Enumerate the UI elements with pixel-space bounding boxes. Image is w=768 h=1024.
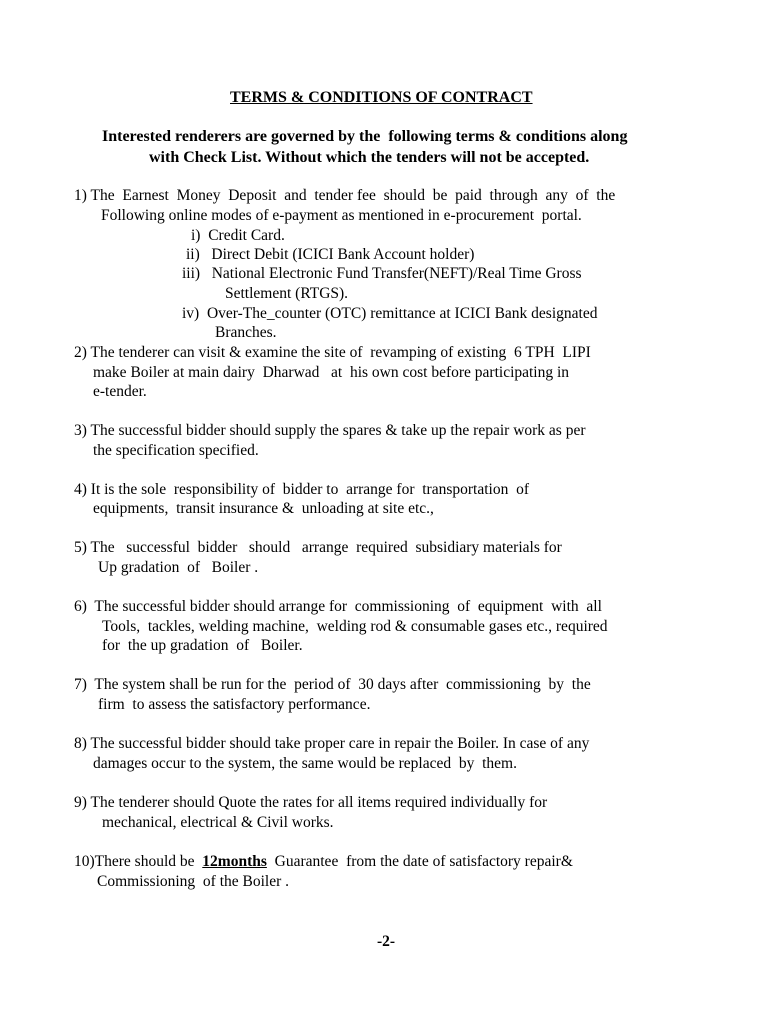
intro-line-1: Interested renderers are governed by the following terms & conditions along (102, 128, 628, 145)
clause-7-line-2: firm to assess the satisfactory performance. (98, 696, 371, 713)
clause-6-line-1: 6) The successful bidder should arrange for commissioning of equipment with all (74, 598, 602, 615)
document-title: TERMS & CONDITIONS OF CONTRACT (230, 89, 533, 106)
clause-4-line-1: 4) It is the sole responsibility of bidder to arrange for transportation of (74, 481, 529, 498)
payment-option-4: iv) Over-The_counter (OTC) remittance at ICICI Bank designated (182, 305, 598, 322)
page-number: -2- (377, 933, 396, 950)
clause-8-line-1: 8) The successful bidder should take proper care in repair the Boiler. In case of any (74, 735, 590, 752)
payment-option-3: iii) National Electronic Fund Transfer(NEFT)/Real Time Gross (182, 265, 582, 282)
clause-10-prefix: 10)There should be (74, 853, 203, 870)
payment-option-2: ii) Direct Debit (ICICI Bank Account holder) (186, 246, 475, 263)
clause-10-line-2: Commissioning of the Boiler . (97, 873, 290, 890)
clause-1-line-2: Following online modes of e-payment as mentioned in e-procurement portal. (101, 207, 582, 224)
clause-5-line-1: 5) The successful bidder should arrange required subsidiary materials for (74, 539, 562, 556)
clause-10-suffix: Guarantee from the date of satisfactory repair& (266, 853, 573, 870)
clause-4-line-2: equipments, transit insurance & unloading at site etc., (93, 500, 434, 517)
clause-9-line-2: mechanical, electrical & Civil works. (102, 814, 334, 831)
clause-3-line-1: 3) The successful bidder should supply the spares & take up the repair work as per (74, 422, 586, 439)
clause-2-line-3: e-tender. (93, 383, 147, 400)
clause-9-line-1: 9) The tenderer should Quote the rates for all items required individually for (74, 794, 548, 811)
clause-2-line-1: 2) The tenderer can visit & examine the site of revamping of existing 6 TPH LIPI (74, 344, 591, 361)
clause-10-line-1 (74, 852, 573, 871)
payment-option-4-cont: Branches. (215, 324, 277, 341)
guarantee-period: 12months (202, 853, 267, 870)
clause-2-line-2: make Boiler at main dairy Dharwad at his own cost before participating in (93, 364, 570, 381)
clause-8-line-2: damages occur to the system, the same would be replaced by them. (93, 755, 517, 772)
clause-1-line-1: 1) The Earnest Money Deposit and tender fee should be paid through any of the (74, 187, 616, 204)
clause-5-line-2: Up gradation of Boiler . (98, 559, 259, 576)
clause-6-line-3: for the up gradation of Boiler. (102, 637, 303, 654)
clause-6-line-2: Tools, tackles, welding machine, welding rod & consumable gases etc., required (102, 618, 608, 635)
clause-3-line-2: the specification specified. (93, 442, 259, 459)
payment-option-3-cont: Settlement (RTGS). (225, 285, 349, 302)
intro-line-2: with Check List. Without which the tenders will not be accepted. (149, 149, 590, 166)
clause-7-line-1: 7) The system shall be run for the period of 30 days after commissioning by the (74, 676, 591, 693)
payment-option-1: i) Credit Card. (191, 227, 285, 244)
